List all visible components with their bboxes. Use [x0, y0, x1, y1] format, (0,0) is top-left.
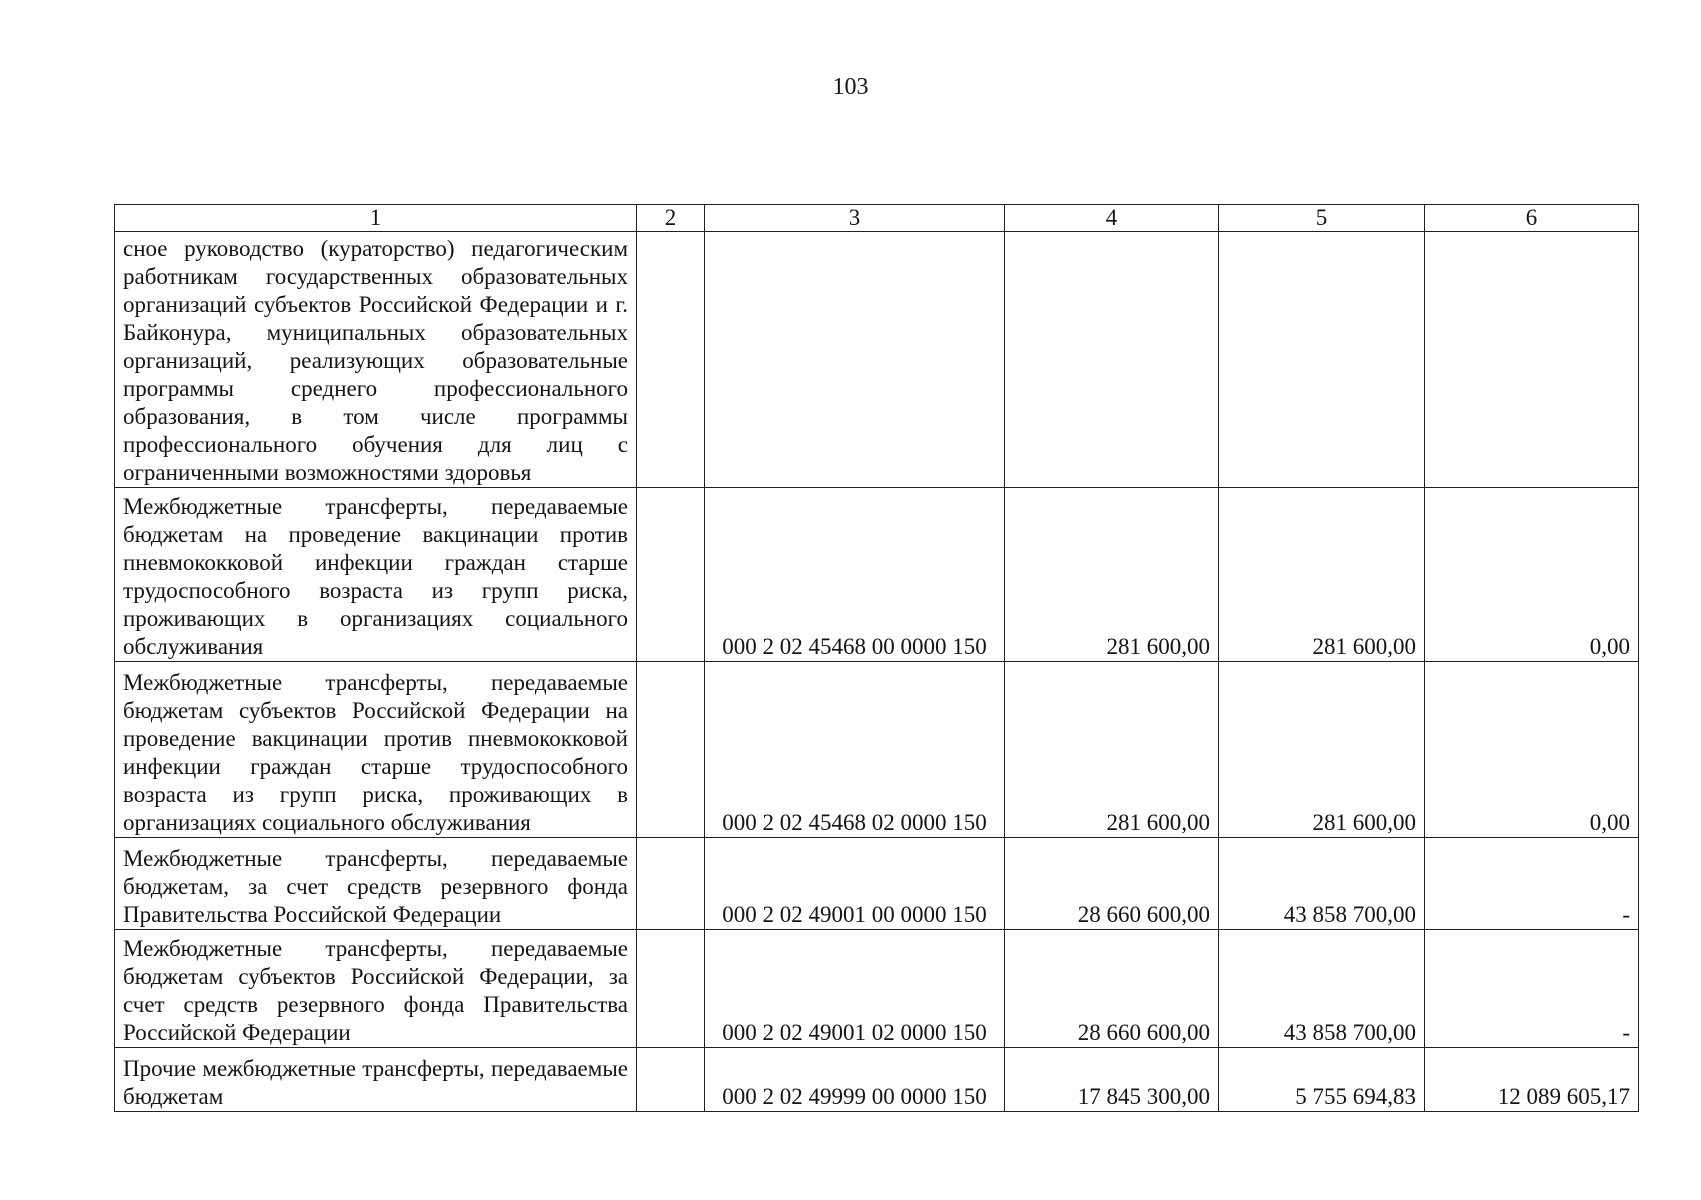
row-name: Межбюджетные трансферты, передаваемые бюджетам субъектов Российской Федерации, за счет средств резервного фонда Правительства Российской Федерации [115, 930, 637, 1048]
row-col6: 0,00 [1425, 662, 1639, 838]
header-col-3: 3 [705, 205, 1005, 232]
row-col5: 5 755 694,83 [1219, 1048, 1425, 1112]
row-col6: - [1425, 930, 1639, 1048]
row-col5 [1219, 232, 1425, 488]
row-col2 [637, 1048, 705, 1112]
row-name: Межбюджетные трансферты, передаваемые бюджетам субъектов Российской Федерации на проведение вакцинации против пневмококковой инфекции граждан старше трудоспособного возраста из групп риска, проживающих в организациях социального обслуживания [115, 662, 637, 838]
row-code: 000 2 02 45468 00 0000 150 [705, 488, 1005, 662]
row-name: Межбюджетные трансферты, передаваемые бюджетам на проведение вакцинации против пневмококковой инфекции граждан старше трудоспособного возраста из групп риска, проживающих в организациях социального обслуживания [115, 488, 637, 662]
row-col5: 43 858 700,00 [1219, 930, 1425, 1048]
table-row [115, 930, 1639, 1048]
row-code: 000 2 02 45468 02 0000 150 [705, 662, 1005, 838]
row-col5: 43 858 700,00 [1219, 838, 1425, 930]
header-col-6: 6 [1425, 205, 1639, 232]
row-code: 000 2 02 49999 00 0000 150 [705, 1048, 1005, 1112]
row-code: 000 2 02 49001 02 0000 150 [705, 930, 1005, 1048]
header-col-2: 2 [637, 205, 705, 232]
row-col5: 281 600,00 [1219, 488, 1425, 662]
row-col6: 0,00 [1425, 488, 1639, 662]
budget-table [114, 204, 1639, 1112]
row-col2 [637, 488, 705, 662]
row-col4: 281 600,00 [1005, 662, 1219, 838]
row-col6: 12 089 605,17 [1425, 1048, 1639, 1112]
table-row [115, 232, 1639, 488]
row-col2 [637, 930, 705, 1048]
header-col-1: 1 [115, 205, 637, 232]
row-col2 [637, 232, 705, 488]
row-col4: 17 845 300,00 [1005, 1048, 1219, 1112]
table-row [115, 662, 1639, 838]
row-col2 [637, 662, 705, 838]
header-col-4: 4 [1005, 205, 1219, 232]
row-col5: 281 600,00 [1219, 662, 1425, 838]
row-code: 000 2 02 49001 00 0000 150 [705, 838, 1005, 930]
row-col4: 28 660 600,00 [1005, 838, 1219, 930]
page-number: 103 [832, 74, 869, 100]
table-row [115, 488, 1639, 662]
table-header-row [115, 205, 1639, 232]
row-name: сное руководство (кураторство) педагогическим работникам государственных образовательных организаций субъектов Российской Федерации и г. Байконура, муниципальных образовательных организаций, реализующих образовательные программы среднего профессионального образования, в том числе программы профессионального обучения для лиц с ограниченными возможностями здоровья [115, 232, 637, 488]
header-col-5: 5 [1219, 205, 1425, 232]
row-col4: 28 660 600,00 [1005, 930, 1219, 1048]
row-name: Прочие межбюджетные трансферты, передаваемые бюджетам [115, 1048, 637, 1112]
table-row [115, 1048, 1639, 1112]
row-col6 [1425, 232, 1639, 488]
row-col4: 281 600,00 [1005, 488, 1219, 662]
table-row [115, 838, 1639, 930]
row-col4 [1005, 232, 1219, 488]
row-col2 [637, 838, 705, 930]
row-col6: - [1425, 838, 1639, 930]
row-code [705, 232, 1005, 488]
row-name: Межбюджетные трансферты, передаваемые бюджетам, за счет средств резервного фонда Правительства Российской Федерации [115, 838, 637, 930]
